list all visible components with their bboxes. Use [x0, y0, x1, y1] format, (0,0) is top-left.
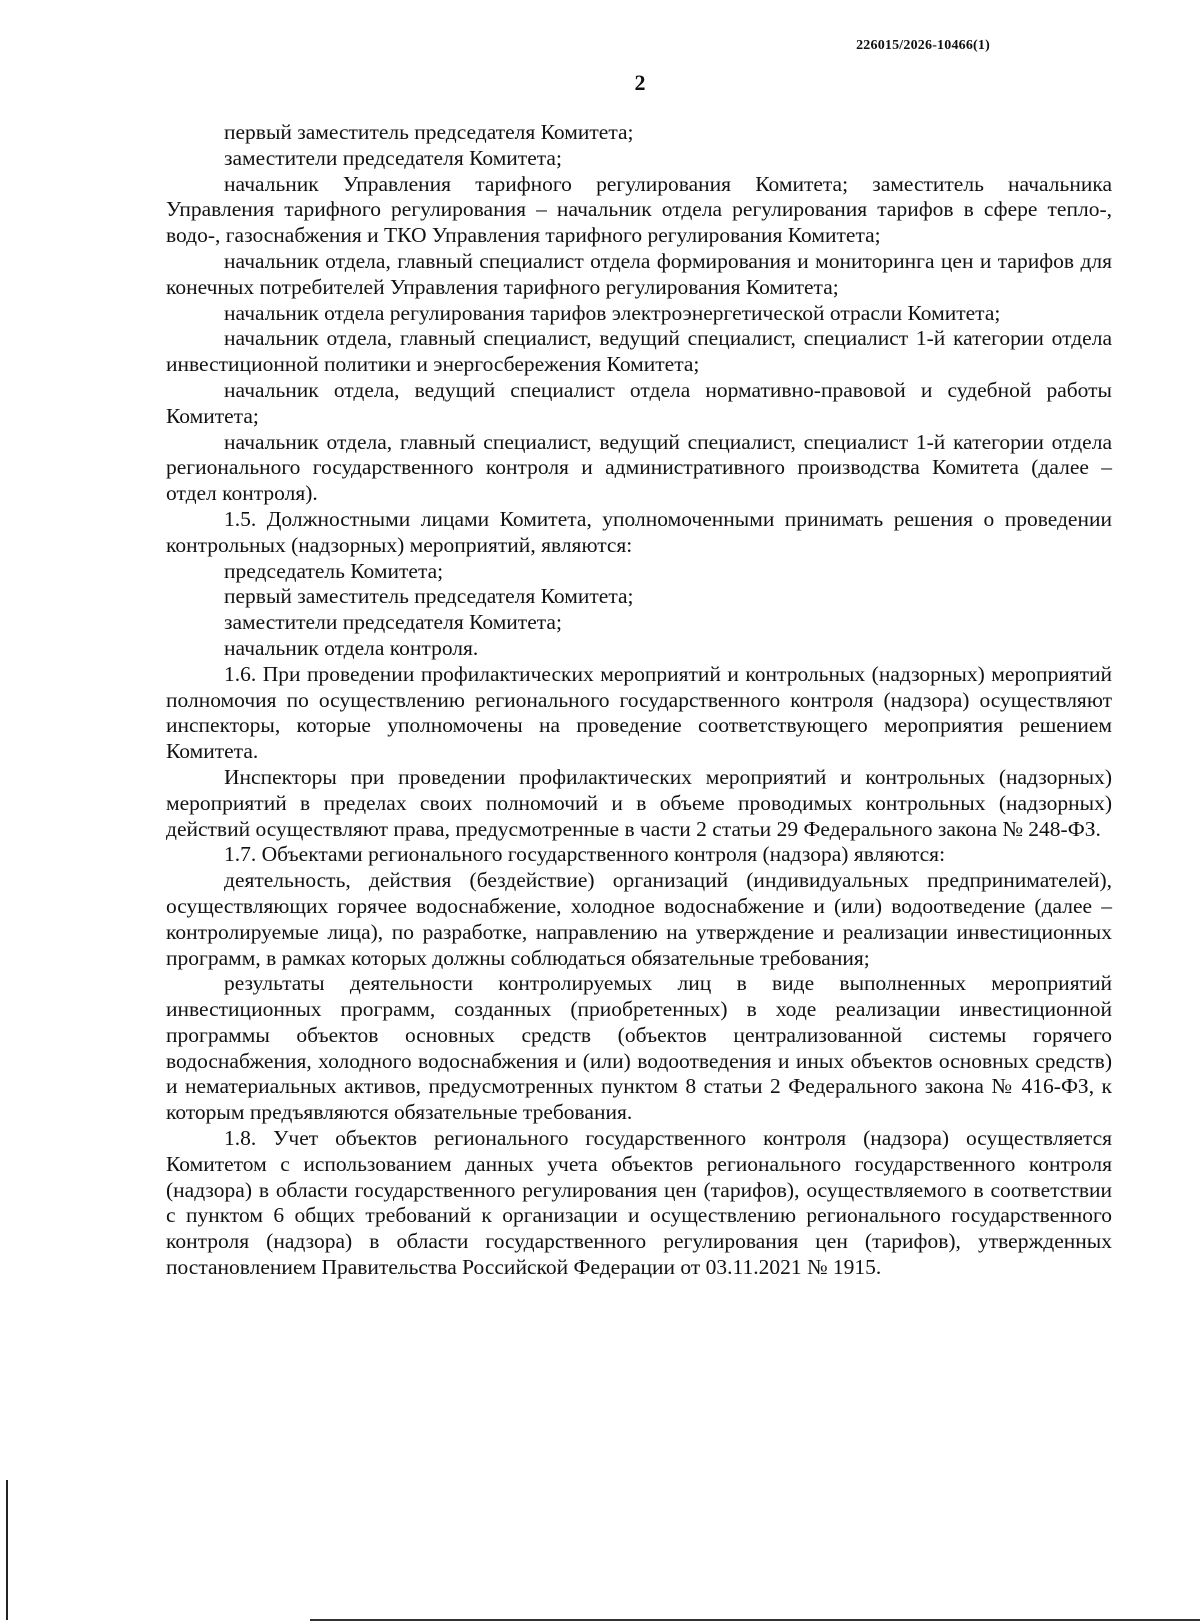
paragraph: Инспекторы при проведении профилактических мероприятий и контрольных (надзорных) мероприятий в пределах своих полномочий и в объеме проводимых контрольных (надзорных) действий осуществляют права, предусмотренные в части 2 статьи 29 Федерального закона № 248-ФЗ. [166, 764, 1112, 841]
paragraph: 1.7. Объектами регионального государственного контроля (надзора) являются: [224, 842, 946, 867]
document-registration-number: 226015/2026-10466(1) [856, 38, 990, 53]
paragraph: председатель Комитета; [224, 558, 444, 583]
paragraph: начальник отдела, главный специалист, ведущий специалист, специалист 1-й категории отдела регионального государственного контроля и административного производства Комитета (далее – отдел контроля). [166, 429, 1112, 506]
paragraph: начальник отдела регулирования тарифов электроэнергетической отрасли Комитета; [224, 300, 1001, 325]
paragraph: начальник отдела, главный специалист, ведущий специалист, специалист 1-й категории отдела инвестиционной политики и энергосбережения Комитета; [166, 326, 1112, 377]
paragraph: начальник отдела, ведущий специалист отдела нормативно-правовой и судебной работы Комитета; [166, 377, 1112, 428]
paragraph: деятельность, действия (бездействие) организаций (индивидуальных предпринимателей), осуществляющих горячее водоснабжение, холодное водоснабжение и (или) водоотведение (далее – контролируемые лица), по разработке, направлению на утверждение и реализации инвестиционных программ, в рамках которых должны соблюдаться обязательные требования; [166, 868, 1112, 970]
paragraph: заместители председателя Комитета; [224, 145, 562, 170]
paragraph: 1.5. Должностными лицами Комитета, уполномоченными принимать решения о проведении контрольных (надзорных) мероприятий, являются: [166, 506, 1112, 557]
paragraph: начальник отдела контроля. [224, 635, 479, 660]
paragraph: начальник Управления тарифного регулирования Комитета; заместитель начальника Управления тарифного регулирования – начальник отдела регулирования тарифов в сфере тепло-, водо-, газоснабжения и ТКО Управления тарифного регулирования Комитета; [166, 171, 1112, 248]
page-number: 2 [634, 70, 646, 95]
paragraph: начальник отдела, главный специалист отдела формирования и мониторинга цен и тарифов для конечных потребителей Управления тарифного регулирования Комитета; [166, 248, 1112, 299]
paragraph: первый заместитель председателя Комитета; [224, 584, 634, 609]
paragraph: заместители председателя Комитета; [224, 610, 562, 635]
paragraph: результаты деятельности контролируемых лиц в виде выполненных мероприятий инвестиционных программ, созданных (приобретенных) в ходе реализации инвестиционной программы объектов основных средств (объектов централизованной системы горячего водоснабжения, холодного водоснабжения и (или) водоотведения и иных объектов основных средств) и нематериальных активов, предусмотренных пунктом 8 статьи 2 Федерального закона № 416-ФЗ, к которым предъявляются обязательные требования. [166, 971, 1112, 1125]
paragraph: первый заместитель председателя Комитета; [224, 120, 634, 144]
document-body [166, 120, 1112, 1281]
paragraph: 1.8. Учет объектов регионального государственного контроля (надзора) осуществляется Комитетом с использованием данных учета объектов регионального государственного контроля (надзора) в области государственного регулирования цен (тарифов), осуществляемого в соответствии с пунктом 6 общих требований к организации и осуществлению регионального государственного контроля (надзора) в области государственного регулирования цен (тарифов), утвержденных постановлением Правительства Российской Федерации от 03.11.2021 № 1915. [166, 1126, 1112, 1280]
paragraph: 1.6. При проведении профилактических мероприятий и контрольных (надзорных) мероприятий полномочия по осуществлению регионального государственного контроля (надзора) осуществляют инспекторы, которые уполномочены на проведение соответствующего мероприятия решением Комитета. [166, 661, 1112, 764]
scan-bottom-edge [310, 1619, 1200, 1621]
scan-edge-mark [6, 1480, 8, 1620]
